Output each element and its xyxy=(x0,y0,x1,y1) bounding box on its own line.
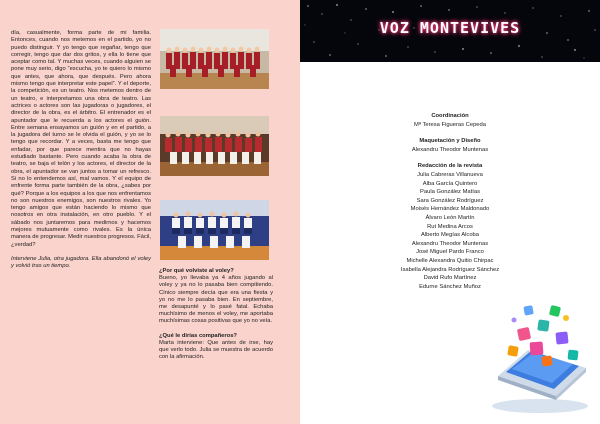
credit-name: David Rufo Martínez xyxy=(423,275,477,282)
article-italic-note: Interviene Julia, otra jugadora. Ella abandonó el voley y volvió tras un tiempo. xyxy=(11,255,151,270)
credit-name: Mª Teresa Figueras Cepeda xyxy=(414,121,486,128)
article-body-text: día, casualmente, forma parte de mi familia. Entonces, cuando nos metemos en el partido, yo no puedo distinguir. Y yo tengo que regañar, tengo que corregir, tengo que dar dos gritos, y ella lo tiene que aceptar como tal. Y muchas veces, cuando alguien se pone muy serio, digo “escucha, yo te quiero lo mismo que antes, que ahora, que después. Pero ahora mismo tengo que interpretar este papel”. Y el deporte, la competición, es un teatro. Nos metemos dentro de un teatro, e interpretamos una obra de teatro. Las actrices o actores son las jugadoras o jugadores, el director de la obra, es el árbitro. El entrenador es el apuntador que le recuerda a los actores el guión. Entre semana ensayamos un guión y en el partido, a la jugadora del turno se le olvida el guión, y yo se lo tengo que recordar. Y a veces, basta me tengo que enfadar, por que parece mentira que no hayas estudiado bastante. Pero cuando acaba la obra de teatro, se baja el telón y los actores, el director de la obra, el apuntador se van juntos a tomar un refresco. Si no lo entendemos así, mal vamos. Y el equipo de enfrente forma parte también de la obra, ¿sabes por qué? Porque a los equipos a los que nos enfrentamos no son nuestros enemigos, son nuestros rivales. Yo tengo amigos que están haciendo lo mismo que nosotros en otra instalación, en otro pueblo. Y el sábado nos juntaremos para medirnos y hacemos mejores mutuamente como rivales. Es la única manera de progresar. Medir nuestros progresos. Fácil, ¿verdad? xyxy=(11,30,151,248)
layout-block xyxy=(300,137,600,154)
credit-name: José Miguel Pardo Franco xyxy=(416,249,484,256)
magazine-title: VOZ MONTEVIVES xyxy=(379,19,521,37)
credit-name: Isabella Alejandra Rodríguez Sánchez xyxy=(400,266,500,273)
interview-answer-1: Bueno, yo llevaba ya 4 años jugando al voley y ya no lo pasaba bien compitiendo. Cínico siempre decía que era una fiesta y yo no me lo pasaba bien. En septiembre, me desapunté y lo pasé fatal. Echaba muchísimo de menos el voley, me aportaba muchísimas cosas positivas que yo no veía. xyxy=(159,275,273,325)
credit-name: Edurne Sánchez Muñoz xyxy=(419,283,481,290)
coordination-block xyxy=(300,112,600,129)
interview-answer-2: Marta interviene: Que antes de irse, hay que verlo todo. Julia se muestra de acuerdo con la afirmación. xyxy=(159,339,273,361)
credit-name: Alba García Quintero xyxy=(422,180,478,187)
editorial-block xyxy=(300,162,600,291)
interview-question-1: ¿Por qué volviste al voley? xyxy=(159,268,234,274)
magazine-banner xyxy=(300,0,600,62)
credit-name: Rut Medina Arcos xyxy=(427,223,473,230)
layout-heading: Maquetación y Diseño xyxy=(419,138,481,145)
article-left-column xyxy=(11,30,151,271)
credit-name: Paula González Matías xyxy=(420,189,480,196)
credit-name: Julia Cabreras Villanueva xyxy=(417,171,483,178)
credits-section xyxy=(300,112,600,299)
credit-name: Alberto Megías Alcoba xyxy=(420,232,479,239)
coordination-heading: Coordinación xyxy=(431,113,469,119)
team-photo-3 xyxy=(160,200,269,260)
editorial-heading: Redacción de la revista xyxy=(417,163,483,170)
credit-name: Michelle Alexandra Quitio Chirpac xyxy=(406,257,494,264)
credit-name: Alexandru Theodor Muntenas xyxy=(411,146,489,153)
credit-name: Sara González Rodríguez xyxy=(416,197,484,204)
phone-apps-illustration xyxy=(478,298,598,418)
credit-name: Alexandru Theodor Muntenas xyxy=(411,240,489,247)
team-photo-1 xyxy=(160,29,269,89)
interview-column xyxy=(159,268,273,361)
credit-name: Moisés Hernández Maldonado xyxy=(410,206,490,213)
credit-name: Álvaro León Martín xyxy=(425,214,475,221)
right-page xyxy=(300,0,600,424)
team-photo-2 xyxy=(160,116,269,176)
interview-question-2: ¿Qué le dirías compañeros? xyxy=(159,332,237,339)
